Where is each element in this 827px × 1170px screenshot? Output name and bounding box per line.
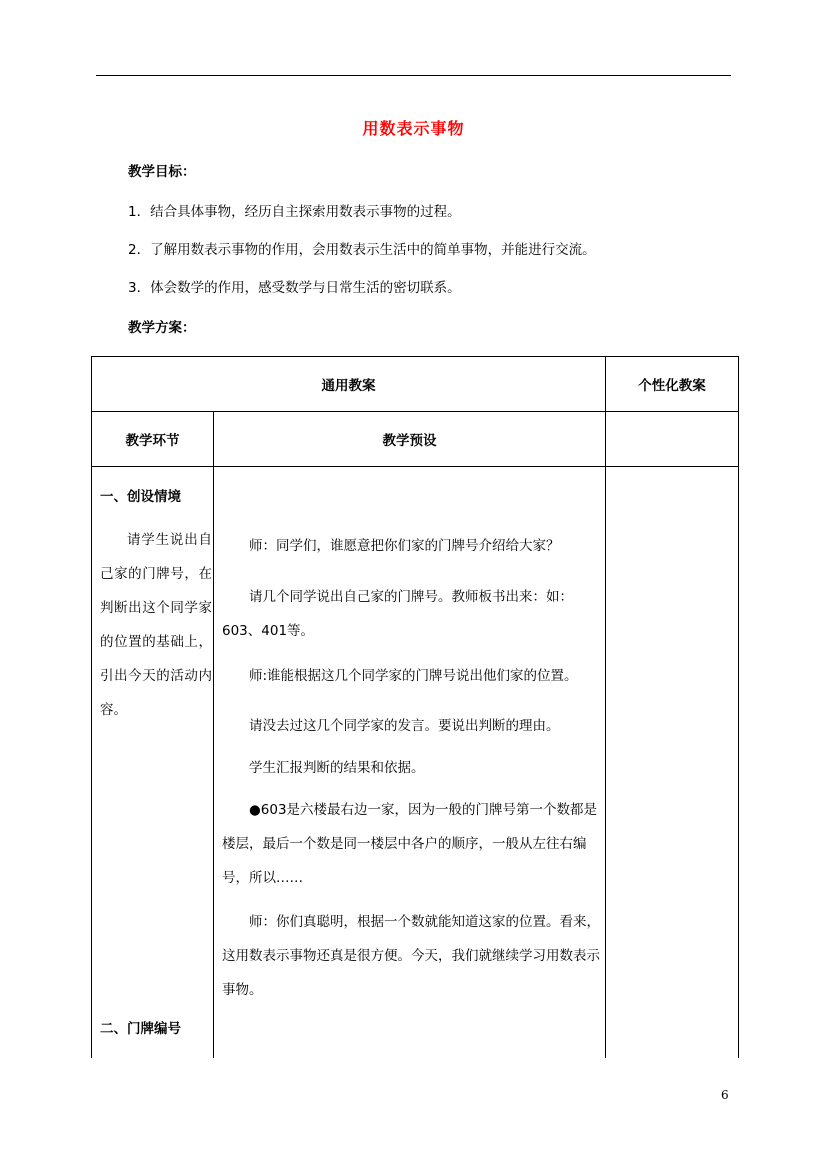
preset-paragraph: [222, 709, 602, 743]
section1-description: [100, 523, 212, 727]
table-subheader-row: [92, 412, 739, 467]
objective-item-2: 2．了解用数表示事物的作用，会用数表示生活中的简单事物，并能进行交流。: [128, 242, 596, 258]
table-row: [92, 467, 739, 1059]
plan-table: [91, 356, 739, 1058]
page-number: 6: [721, 1088, 729, 1102]
section1-desc-text: 请学生说出自己家的门牌号，在判断出这个同学家的位置的基础上，引出今天的活动内容。: [100, 532, 212, 718]
section2-title: 二、门牌编号: [100, 1021, 181, 1037]
preset-paragraph: [222, 905, 602, 1007]
personal-plan-empty-cell: [606, 412, 739, 467]
section1-title: 一、创设情境: [100, 489, 181, 505]
page-title: 用数表示事物: [362, 119, 465, 138]
personal-plan-header: 个性化教案: [606, 357, 739, 412]
general-plan-header: 通用教案: [92, 357, 606, 412]
preset-cell: [214, 467, 606, 1059]
stage-header: 教学环节: [92, 412, 214, 467]
preset-paragraph: [222, 751, 602, 785]
preset-line-6: ●603是六楼最右边一家，因为一般的门牌号第一个数都是楼层，最后一个数是同一楼层中各户的顺序，一般从左往右编号，所以……: [222, 802, 598, 886]
preset-line-7: 师：你们真聪明，根据一个数就能知道这家的位置。看来，这用数表示事物还真是很方便。今天，我们就继续学习用数表示事物。: [222, 914, 600, 998]
preset-paragraph: [222, 793, 602, 895]
objective-item-1: 1．结合具体事物，经历自主探索用数表示事物的过程。: [128, 204, 461, 220]
stage-cell: [92, 467, 214, 1059]
preset-paragraph: [222, 659, 602, 693]
preset-line-2: 请几个同学说出自己家的门牌号。教师板书出来：如：603、401等。: [222, 589, 573, 639]
preset-line-3: 师:谁能根据这几个同学家的门牌号说出他们家的位置。: [249, 668, 578, 684]
preset-paragraph: [222, 580, 602, 648]
objectives-heading: 教学目标：: [128, 164, 196, 180]
header-rule: [96, 75, 731, 76]
preset-line-4: 请没去过这几个同学家的发言。要说出判断的理由。: [249, 718, 560, 734]
preset-paragraph: [222, 529, 602, 563]
plan-heading: 教学方案：: [128, 320, 196, 336]
preset-line-1: 师：同学们，谁愿意把你们家的门牌号介绍给大家？: [249, 538, 560, 554]
objective-item-3: 3．体会数学的作用，感受数学与日常生活的密切联系。: [128, 280, 461, 296]
personal-plan-cell: [606, 467, 739, 1059]
preset-line-5: 学生汇报判断的结果和依据。: [249, 760, 425, 776]
table-header-row: [92, 357, 739, 412]
preset-header: 教学预设: [214, 412, 606, 467]
